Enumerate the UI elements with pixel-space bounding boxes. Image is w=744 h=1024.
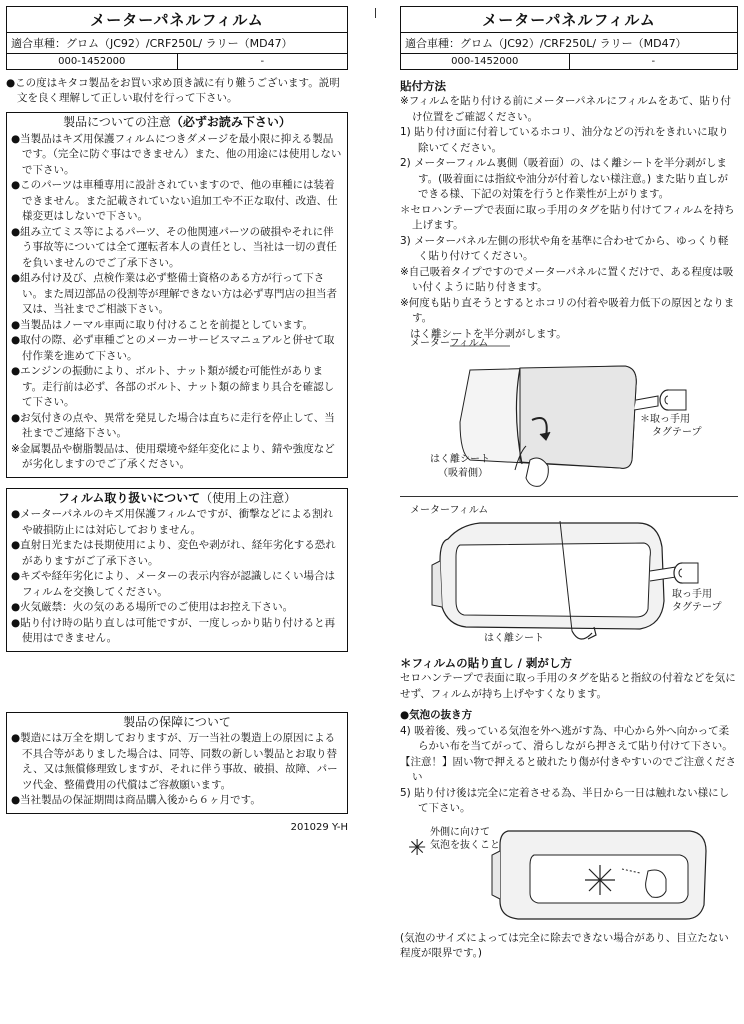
install-step: 1) 貼り付け面に付着しているホコリ、油分などの汚れをきれいに取り除いてください。	[400, 126, 729, 154]
handling-title-sub: （使用上の注意）	[200, 490, 297, 505]
caution-item: ●当製品はノーマル車両に取り付けることを前提としています。	[11, 318, 314, 331]
left-column	[6, 6, 348, 833]
part-number: 000-1452000	[58, 56, 126, 67]
warranty-item: ●製造には万全を期しておりますが、万一当社の製造上の原因による不具合等がありました場合は、同等、同数の新しい製品とお取り替え、又は無償修理致しますが、それに伴う事故、破損、故障、パーツ代金、整備費用の代償はご容赦願います。	[11, 732, 338, 791]
caution-item: ●組み立てミス等によるパーツ、その他関連パーツの破損やそれに伴う事故等については全て運転者本人の責任とし、当社は一切の責任を負いませんのでご了承下さい。	[11, 225, 337, 269]
install-step: ※何度も貼り直そうとするとホコリの付着や吸着力低下の原因となります。	[400, 296, 735, 324]
warranty-title: 製品の保障について	[123, 714, 231, 729]
handling-item: ●メーターパネルのキズ用保護フィルムですが、衝撃などによる割れや破損防止には対応しておりません。	[11, 508, 334, 536]
caution-item: ●取付の際、必ず車種ごとのメーカーサービスマニュアルと併せて取付作業を進めて下さい。	[11, 334, 335, 362]
tag-label-line1: ＊取っ手用	[640, 414, 690, 425]
svg-text:✳: ✳	[408, 835, 427, 861]
compatible-models: 適合車種：グロム（JC92）/CRF250L/ ラリー（MD47）	[7, 33, 347, 54]
part-variant: -	[569, 54, 738, 69]
cautions-title-strong: （必ずお読み下さい）	[170, 115, 291, 129]
tag-label-line2: タグテープ	[672, 602, 722, 613]
bubble-step: 4) 吸着後、残っている気泡を外へ逃がす為、中心から外へ向かって柔らかい布を当てがって、滑らしながら押さえて貼り付けて下さい。	[400, 724, 733, 752]
caution-item: ●このパーツは車種専用に設計されていますので、他の車種には装着できません。また記載されていない追加工や不正な取付、改造、仕様変更はしないで下さい。	[11, 179, 338, 222]
bubble-note-line2: 気泡を抜くこと	[430, 839, 500, 851]
bubble-note-line1: 外側に向けて	[430, 826, 490, 838]
peel-sheet-figure	[400, 338, 738, 492]
part-number: 000-1452000	[451, 56, 519, 67]
product-cautions-title	[11, 115, 343, 131]
caution-item: ●当製品はキズ用保護フィルムにつきダメージを最小限に抑える製品です。（完全に防ぐ事はできません）また、他の用途には使用しないで下さい。	[11, 132, 342, 176]
fold-mark	[375, 8, 376, 18]
handling-title-main: フィルム取り扱いについて	[57, 490, 201, 505]
product-header	[6, 6, 348, 70]
product-title: メーターパネルフィルム	[401, 7, 737, 33]
install-step: 2) メーターフィルム裏側（吸着面）の、はく離シートを半分剥がします。(吸着面には指紋や油分が付着しない様注意。) また貼り直しができる様、下記の対策を行うと作業性が上がります。	[400, 157, 728, 200]
handling-item: ●直射日光または長期使用により、変色や剥がれ、経年劣化する恐れがありますがご了承下さい。	[11, 539, 336, 567]
film-handling-box	[6, 488, 348, 652]
part-number-row	[401, 54, 737, 69]
film-label: メーターフィルム	[410, 338, 489, 349]
install-step: ※自己吸着タイプですのでメーターパネルに置くだけで、ある程度は吸い付くように貼り付きます。	[400, 265, 734, 293]
install-step: ＊セロハンテープで表面に取っ手用のタグを貼り付けてフィルムを持ち上げます。	[400, 203, 735, 231]
compatible-models: 適合車種：グロム（JC92）/CRF250L/ ラリー（MD47）	[401, 33, 737, 54]
install-step: 3) メーターパネル左側の形状や角を基準に合わせてから、ゆっくり軽く貼り付けてください。	[400, 234, 729, 262]
repaste-text: セロハンテープで表面に取っ手用のタグを貼ると指紋の付着などを気にせず、フィルムが持ち上げやすくなります。	[400, 672, 736, 700]
document-code: 201029 Y-H	[290, 821, 348, 833]
install-method-heading: 貼付方法	[400, 79, 446, 93]
cautions-title-main: 製品についての注意	[63, 115, 171, 129]
bubble-size-footnote: (気泡のサイズによっては完全に除去できない場合があり、目立たない程度が限界です。)	[400, 931, 729, 959]
handling-item: ●キズや経年劣化により、メーターの表示内容が認識しにくい場合はフィルムを交換してください。	[11, 570, 335, 598]
film-handling-title	[11, 491, 343, 507]
adhesive-side-label: （吸着側）	[438, 468, 488, 479]
warranty-item: ●当社製品の保証期間は商品購入後から６ヶ月です。	[11, 794, 261, 806]
bubble-removal-figure	[400, 825, 738, 925]
caution-item: ●組み付け及び、点検作業は必ず整備士資格のある方が行って下さい。また周辺部品の役割等が理解できない方は必ず専門店の担当者又は、当社までご相談下さい。	[11, 272, 337, 315]
install-step: ※フィルムを貼り付ける前にメーターパネルにフィルムをあて、貼り付け位置をご確認ください。	[400, 95, 732, 123]
warranty-box	[6, 712, 348, 814]
half-peel-caption: はく離シートを半分剥がします。	[410, 327, 567, 340]
product-title: メーターパネルフィルム	[7, 7, 347, 33]
film-label: メーターフィルム	[410, 505, 489, 516]
part-number-row	[7, 54, 347, 69]
caution-item: ●お気付きの点や、異常を発見した場合は直ちに走行を停止して、当社までご連絡下さい。	[11, 411, 335, 439]
bubble-removal-heading: ●気泡の抜き方	[400, 709, 473, 721]
part-variant: -	[177, 54, 348, 69]
bubble-warning: 【注意！】固い物で押えると破れたり傷が付きやすいのでご注意ください	[400, 755, 736, 783]
divider	[400, 496, 738, 497]
release-sheet-label: はく離シート	[430, 454, 490, 465]
product-cautions-box	[6, 112, 348, 478]
repaste-heading: ＊フィルムの貼り直し / 剥がし方	[400, 656, 572, 670]
intro-text: ●この度はキタコ製品をお買い求め頂き誠に有り難うございます。説明文を良く理解して正しい取付を行って下さい。	[6, 77, 340, 104]
caution-item: ●エンジンの振動により、ボルト、ナット類が緩む可能性があります。走行前は必ず、各部のボルト、ナット類の締まり具合を確認して下さい。	[11, 365, 335, 408]
tag-label-line2: タグテープ	[652, 427, 702, 438]
meter-panel-illustration	[400, 501, 738, 651]
product-header-right	[400, 6, 738, 70]
bubble-step: 5) 貼り付け後は完全に定着させる為、半日から一日は触れない様にして下さい。	[400, 786, 730, 814]
meter-panel-figure	[400, 501, 738, 651]
caution-item: ※金属製品や樹脂製品は、使用環境や経年変化により、錆や強度などが劣化しますのでご了承ください。	[11, 442, 335, 470]
tag-label-line1: 取っ手用	[672, 589, 712, 600]
handling-item: ●貼り付け時の貼り直しは可能ですが、一度しっかり貼り付けると再使用はできません。	[11, 616, 336, 644]
right-column	[400, 6, 738, 962]
release-sheet-label: はく離シート	[484, 633, 544, 644]
handling-item: ●火気厳禁：火の気のある場所でのご使用はお控え下さい。	[11, 601, 294, 613]
